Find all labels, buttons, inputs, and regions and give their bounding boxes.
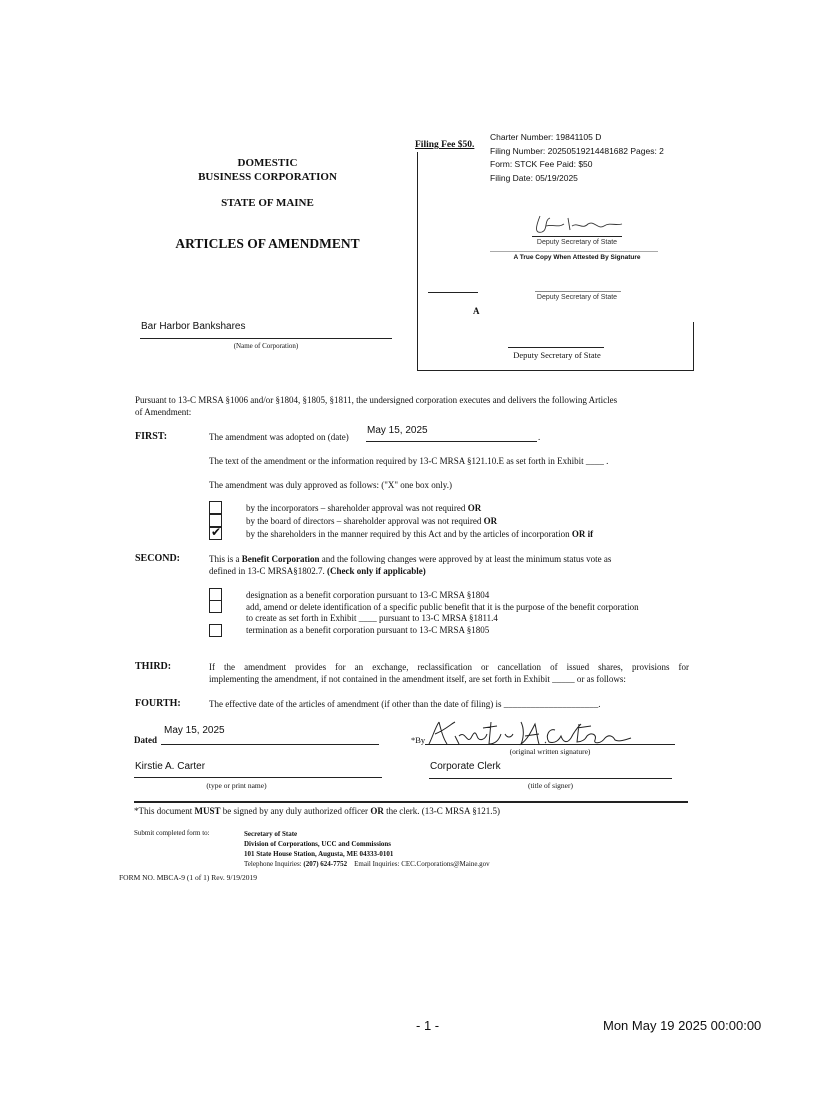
filing-number: Filing Number: 20250519214481682 Pages: 2 [490, 145, 664, 156]
signer-title: Corporate Clerk [430, 761, 501, 772]
stamp-box-bottom-border [417, 370, 694, 371]
first-option-3-text: by the shareholders in the manner required by this Act and by the articles of incorporation [246, 529, 570, 539]
title-business-corporation: BUSINESS CORPORATION [198, 171, 337, 183]
third-paragraph [209, 662, 689, 685]
form-title: ARTICLES OF AMENDMENT [175, 236, 360, 251]
signer-title-line [429, 778, 672, 779]
submit-line-3: 101 State House Station, Augusta, ME 04333-0101 [244, 850, 394, 858]
second-option-2-line-1: add, amend or delete identification of a specific public benefit that it is the purpose of the benefit corporation [246, 601, 639, 612]
second-label: SECOND: [135, 553, 181, 564]
second-line1-pre: This is a [209, 554, 240, 564]
email-address: CEC.Corporations@Maine.gov [401, 860, 490, 868]
second-option-3-checkbox[interactable] [209, 624, 222, 637]
first-option-1-text: by the incorporators – shareholder approval was not required [246, 503, 466, 513]
intro-line-1: Pursuant to 13-C MRSA §1006 and/or §1804, §1805, §1811, the undersigned corporation executes and delivers the following Articles [135, 395, 618, 405]
first-label: FIRST: [135, 431, 168, 442]
dated-label: Dated [134, 735, 157, 745]
second-option-1: designation as a benefit corporation pursuant to 13-C MRSA §1804 [246, 590, 490, 600]
submit-line-1: Secretary of State [244, 830, 298, 838]
first-date-period: . [538, 432, 541, 442]
first-option-2-text: by the board of directors – shareholder approval was not required [246, 516, 482, 526]
title-state: STATE OF MAINE [221, 197, 314, 209]
print-name-caption: (type or print name) [206, 781, 267, 790]
submit-contact [244, 859, 490, 869]
deputy-signature-line-3 [508, 347, 604, 348]
second-line2-bold: (Check only if applicable) [327, 565, 426, 576]
first-date-line [366, 441, 537, 442]
submit-line-2: Division of Corporations, UCC and Commissions [244, 840, 392, 848]
intro-line-2: of Amendment: [135, 406, 192, 417]
notice-post: the clerk. (13-C MRSA §121.5) [386, 806, 501, 816]
stamp-divider [490, 251, 658, 252]
third-label: THIRD: [135, 661, 172, 672]
stamp-form: Form: STCK Fee Paid: $50 [490, 159, 593, 169]
first-adopted-text: The amendment was adopted on (date) [209, 432, 349, 442]
second-options [246, 590, 639, 636]
first-option-1 [246, 503, 481, 513]
form-number: FORM NO. MBCA-9 (1 of 1) Rev. 9/19/2019 [119, 873, 258, 882]
fourth-text: The effective date of the articles of amendment (if other than the date of filing) is _____________________. [209, 699, 601, 709]
second-paragraph [209, 554, 611, 577]
notice-or: OR [370, 806, 384, 816]
second-line1-bold: Benefit Corporation [241, 554, 320, 564]
first-adopted-date: May 15, 2025 [367, 425, 428, 436]
signer-title-caption: (title of signer) [528, 781, 573, 790]
charter-number: Charter Number: 19841105 D [490, 132, 602, 142]
first-option-1-checkbox[interactable] [209, 501, 222, 514]
dated-value: May 15, 2025 [164, 725, 225, 736]
print-name: Kirstie A. Carter [135, 761, 206, 772]
original-signature-caption: (original written signature) [509, 747, 591, 756]
deputy-label-1: Deputy Secretary of State [536, 239, 618, 246]
notice-rule [134, 801, 688, 803]
page-timestamp: Mon May 19 2025 00:00:00 [603, 1018, 762, 1033]
second-line1-post: and the following changes were approved by at least the minimum status vote as [321, 554, 612, 564]
fourth-label: FOURTH: [135, 698, 181, 709]
stamp-box-right-border [693, 322, 694, 370]
deputy-signature-line-2 [535, 291, 621, 292]
third-line-1: If the amendment provides for an exchange, reclassification or cancellation of issued shares, provisions for [209, 662, 689, 672]
third-line-2: implementing the amendment, if not contained in the amendment itself, are set forth in Exhibit _____ or as follows: [209, 673, 626, 684]
first-option-3 [246, 529, 593, 539]
notice-mid: be signed by any duly authorized officer [222, 806, 369, 816]
intro-paragraph [135, 395, 617, 418]
second-option-2-line-2: to create as set forth in Exhibit ____ pursuant to 13-C MRSA §1811.4 [246, 613, 498, 623]
first-option-1-suffix: OR [467, 503, 482, 513]
deputy-label-3: Deputy Secretary of State [513, 350, 601, 360]
check-mark-icon: ✔ [211, 525, 222, 539]
first-option-3-suffix: OR if [571, 529, 594, 539]
stamp-box-left-border [417, 152, 418, 370]
second-option-2-checkbox[interactable] [209, 600, 222, 613]
deputy-label-2: Deputy Secretary of State [536, 294, 618, 301]
filing-fee: Filing Fee $50. [415, 140, 475, 150]
notice-must: MUST [194, 806, 221, 816]
second-option-3: termination as a benefit corporation pursuant to 13-C MRSA §1805 [246, 624, 490, 635]
signing-notice [134, 806, 500, 816]
by-label: *By [411, 735, 426, 745]
dated-line [161, 744, 379, 745]
phone-number: (207) 624-7752 [303, 860, 348, 868]
first-approval-line: The amendment was duly approved as follows: ("X" one box only.) [209, 480, 452, 490]
title-domestic: DOMESTIC [237, 157, 298, 169]
stamp-info [490, 131, 664, 185]
first-text-line: The text of the amendment or the information required by 13-C MRSA §121.10.E as set forth in Exhibit ____ . [209, 456, 609, 466]
true-copy-label: A True Copy When Attested By Signature [513, 254, 641, 261]
deputy-signature-line-1 [532, 236, 622, 237]
corporation-name: Bar Harbor Bankshares [141, 321, 246, 332]
page-number: - 1 - [416, 1018, 440, 1033]
first-option-2 [246, 516, 497, 526]
print-name-line [134, 777, 382, 778]
submit-address [244, 829, 490, 869]
first-option-2-suffix: OR [483, 516, 498, 526]
stamp-short-line [428, 292, 478, 293]
submit-label: Submit completed form to: [134, 829, 210, 837]
signature-line [425, 744, 675, 745]
corporation-name-line [140, 338, 392, 339]
filing-date: Filing Date: 05/19/2025 [490, 172, 578, 183]
stamp-letter-a: A [473, 306, 480, 316]
notice-pre: *This document [134, 806, 193, 816]
second-line2-pre: defined in 13-C MRSA§1802.7. [209, 565, 325, 576]
corporation-name-caption: (Name of Corporation) [233, 342, 299, 350]
phone-label: Telephone Inquiries: [244, 860, 302, 868]
email-label: Email Inquiries: [354, 860, 400, 868]
first-option-3-checkbox[interactable] [209, 527, 222, 540]
